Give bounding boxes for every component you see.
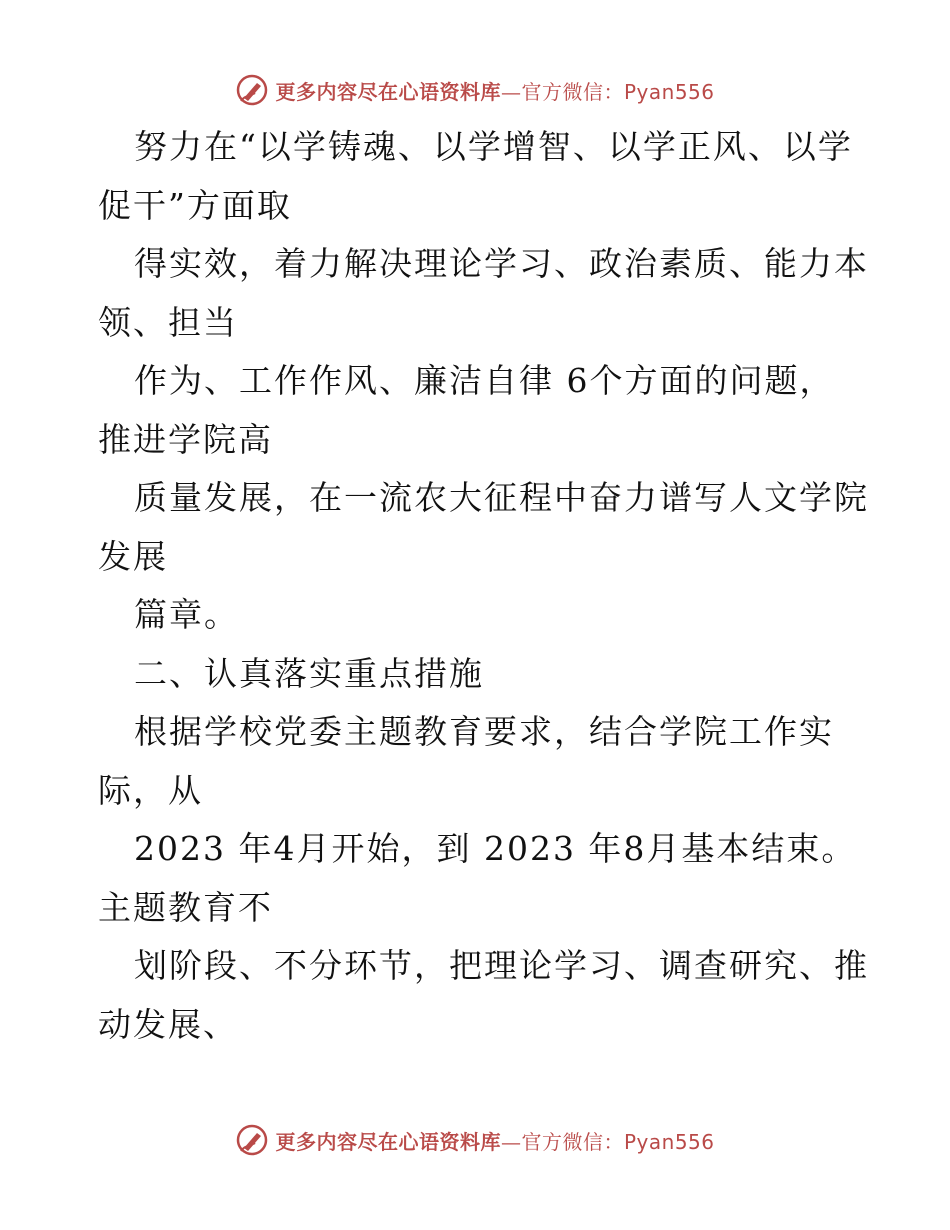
- watermark-wechat-id: Pyan556: [623, 1129, 715, 1154]
- text-line: 篇章。: [134, 595, 239, 634]
- footer-watermark: [0, 1120, 950, 1160]
- text-line: 主题教育不: [98, 887, 273, 927]
- text-line: 质量发展，在一流农大征程中奋力谱写人文学院: [134, 478, 869, 517]
- header-watermark: [0, 70, 950, 110]
- text-line: 推进学院高: [98, 419, 273, 459]
- watermark-text: [275, 76, 714, 105]
- watermark-text: [275, 1126, 714, 1155]
- watermark-suffix: —官方微信：: [500, 79, 624, 104]
- text-line: 领、担当: [98, 302, 238, 342]
- watermark-brand: 更多内容尽在心语资料库: [275, 79, 501, 104]
- text-line: 际，从: [98, 770, 203, 810]
- text-line: 努力在“以学铸魂、以学增智、以学正风、以学: [134, 127, 853, 166]
- text-line: 二、认真落实重点措施: [134, 653, 484, 693]
- text-line: 得实效，着力解决理论学习、政治素质、能力本: [134, 244, 869, 283]
- text-line: 发展: [98, 536, 168, 576]
- text-line: 作为、工作作风、廉洁自律 6个方面的问题，: [134, 361, 835, 400]
- watermark-brand: 更多内容尽在心语资料库: [275, 1129, 501, 1154]
- text-line: 2023 年4月开始，到 2023 年8月基本结束。: [134, 829, 857, 868]
- watermark-suffix: —官方微信：: [500, 1129, 624, 1154]
- pen-logo-icon: [235, 1123, 269, 1157]
- text-line: 动发展、: [98, 1004, 238, 1044]
- text-line: 划阶段、不分环节，把理论学习、调查研究、推: [134, 946, 869, 985]
- text-line: 根据学校党委主题教育要求，结合学院工作实: [134, 712, 834, 751]
- document-body: [98, 118, 869, 1054]
- watermark-wechat-id: Pyan556: [623, 79, 715, 104]
- text-line: 促干”方面取: [98, 185, 292, 225]
- pen-logo-icon: [235, 73, 269, 107]
